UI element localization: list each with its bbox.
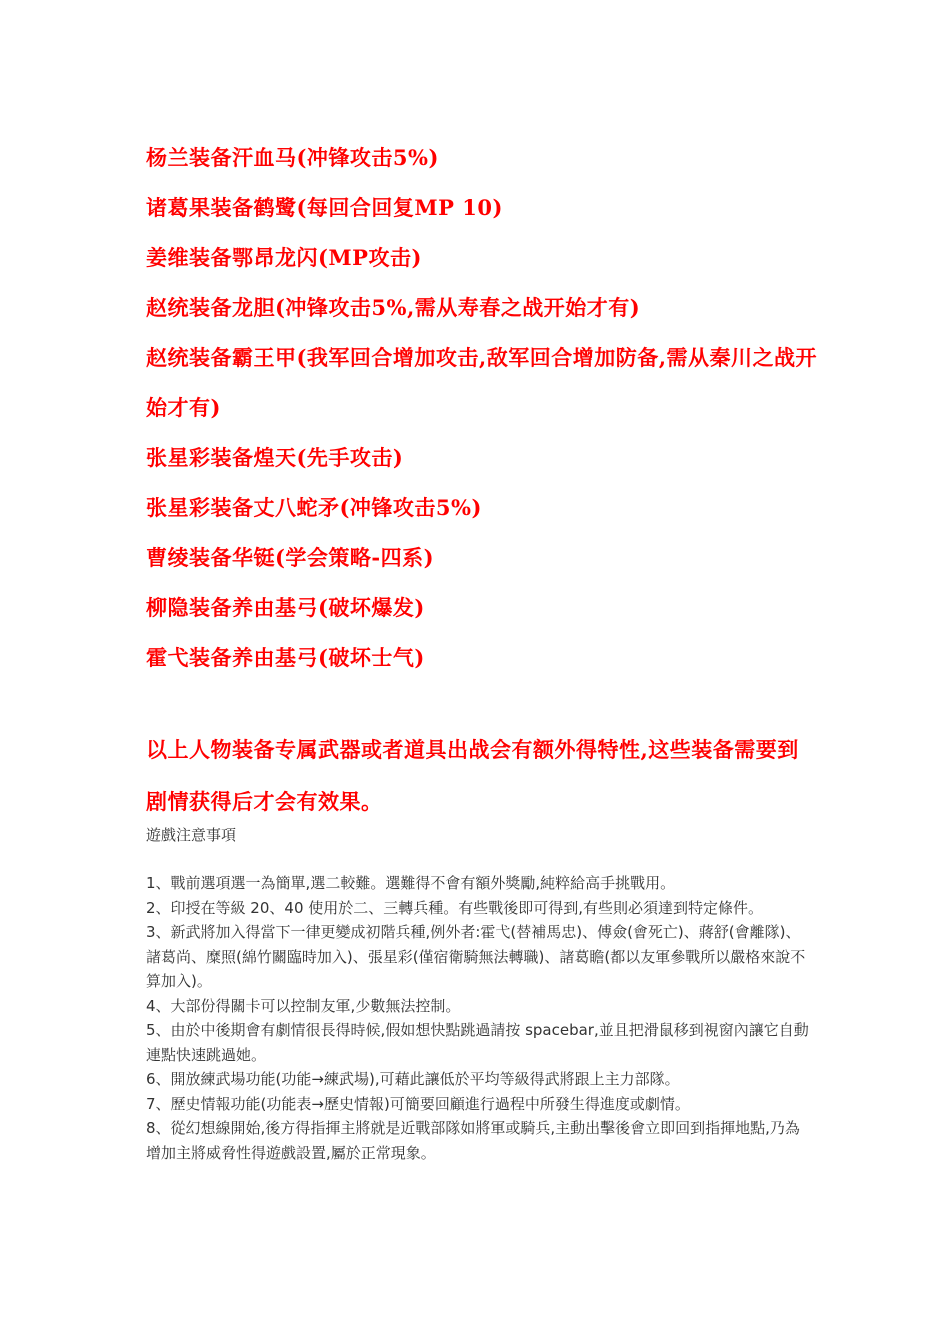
equipment-item: 张星彩装备丈八蛇矛(冲锋攻击5%)	[146, 495, 482, 520]
equipment-item: 曹绫装备华铤(学会策略-四系)	[146, 545, 435, 570]
equipment-item: 赵统装备霸王甲(我军回合增加攻击,敌军回合增加防备,需从秦川之战开始才有)	[146, 345, 818, 420]
note-item: 8、從幻想線開始,後方得指揮主將就是近戰部隊如將軍或騎兵,主動出擊後會立即回到指揮地點,乃為增加主將威脅性得遊戲設置,屬於正常現象。	[146, 1119, 800, 1162]
equipment-item: 诸葛果装备鹤鹭(每回合回复MP 10)	[146, 195, 503, 220]
note-item: 3、新武將加入得當下一律更變成初階兵種,例外者:霍弋(替補馬忠)、傅僉(會死亡)、蔣舒(會離隊)、諸葛尚、糜照(綿竹關臨時加入)、張星彩(僅宿衛騎無法轉職)、諸葛瞻(都以友軍參戰所以嚴格來說不算加入)。	[146, 923, 806, 990]
equipment-summary: 以上人物装备专属武器或者道具出战会有额外得特性,这些装备需要到剧情获得后才会有效果。	[146, 737, 799, 814]
note-item: 4、大部份得關卡可以控制友軍,少數無法控制。	[146, 996, 461, 1015]
equipment-item: 张星彩装备煌天(先手攻击)	[146, 445, 404, 470]
note-item: 7、歷史情報功能(功能表→歷史情報)可簡要回顧進行過程中所發生得進度或劇情。	[146, 1094, 690, 1113]
equipment-list	[146, 133, 826, 683]
note-item: 1、戰前選項選一為簡單,選二較難。選難得不會有額外獎勵,純粹給高手挑戰用。	[146, 874, 676, 892]
equipment-item: 杨兰装备汗血马(冲锋攻击5%)	[146, 145, 439, 170]
notes-title: 遊戲注意事項	[146, 826, 237, 844]
equipment-item: 姜维装备鄂昂龙闪(MP攻击)	[146, 245, 422, 270]
notes-list	[146, 871, 814, 1165]
equipment-item: 赵统装备龙胆(冲锋攻击5%,需从寿春之战开始才有)	[146, 295, 641, 320]
equipment-item: 柳隐装备养由基弓(破坏爆发)	[146, 595, 425, 620]
note-item: 5、由於中後期會有劇情很長得時候,假如想快點跳過請按 spacebar,並且把滑鼠移到視窗內讓它自動連點快速跳過她。	[146, 1021, 809, 1064]
note-item: 2、印授在等級 20、40 使用於二、三轉兵種。有些戰後即可得到,有些則必須達到特定條件。	[146, 898, 764, 917]
note-item: 6、開放練武場功能(功能→練武場),可藉此讓低於平均等級得武將跟上主力部隊。	[146, 1070, 680, 1088]
equipment-item: 霍弋装备养由基弓(破坏士气)	[146, 645, 425, 670]
